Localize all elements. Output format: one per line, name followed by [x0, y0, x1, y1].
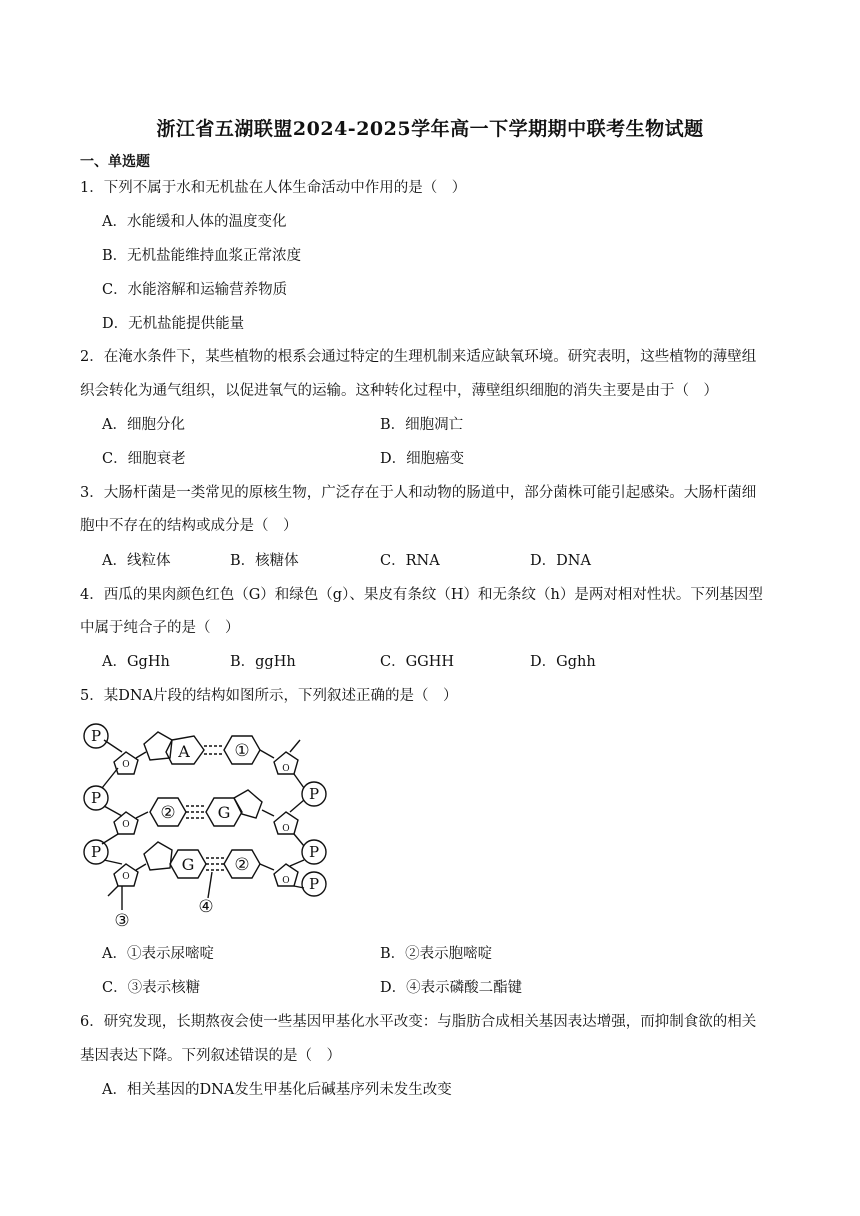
- sugar-oxygen: O: [282, 876, 290, 886]
- sugar-methyl-stub: [290, 740, 300, 752]
- backbone-bond: [294, 774, 304, 788]
- phosphate-left-2: [84, 786, 108, 810]
- question-4-stem-line1: 4．西瓜的果肉颜色红色（G）和绿色（g）、果皮有条纹（H）和无条纹（h）是两对相对性状。下列基因型: [80, 587, 763, 603]
- glycosidic-bond: [260, 750, 274, 758]
- section-heading: 一、单选题: [80, 154, 150, 170]
- question-1-stem: 1．下列不属于水和无机盐在人体生命活动中作用的是（ ）: [80, 180, 467, 196]
- base-G-upper-label: G: [217, 803, 231, 822]
- question-3-option-b: B．核糖体: [230, 553, 299, 569]
- question-1-option-a: A．水能缓和人体的温度变化: [102, 214, 287, 230]
- sugar-oxygen: O: [122, 872, 130, 882]
- question-3-stem-line1: 3．大肠杆菌是一类常见的原核生物，广泛存在于人和动物的肠道中，部分菌株可能引起感染。大肠杆菌细: [80, 485, 757, 501]
- question-2-stem-line2: 织会转化为通气组织，以促进氧气的运输。这种转化过程中，薄壁组织细胞的消失主要是由于（ ）: [80, 383, 718, 399]
- sugar-methyl-stub: [108, 886, 118, 896]
- phosphate-left-3: [84, 840, 108, 864]
- label-3: ③: [114, 911, 130, 930]
- question-4-option-d: D．Gghh: [530, 654, 596, 670]
- question-3-option-c: C．RNA: [380, 553, 440, 569]
- question-4-option-a: A．GgHh: [102, 654, 170, 670]
- base-2-upper-label: ②: [160, 803, 176, 823]
- question-1-option-d: D．无机盐能提供能量: [102, 316, 245, 332]
- sugar-oxygen: O: [282, 824, 290, 834]
- question-6-stem-line2: 基因表达下降。下列叙述错误的是（ ）: [80, 1048, 341, 1064]
- question-2-stem-line1: 2．在淹水条件下，某些植物的根系会通过特定的生理机制来适应缺氧环境。研究表明，这些植物的薄壁组: [80, 349, 757, 365]
- question-5-option-c: C．③表示核糖: [102, 980, 201, 996]
- question-5-stem: 5．某DNA片段的结构如图所示，下列叙述正确的是（ ）: [80, 688, 458, 704]
- phosphate-right-1: [302, 782, 326, 806]
- question-5-option-a: A．①表示尿嘧啶: [102, 946, 214, 962]
- question-3-option-d: D．DNA: [530, 553, 591, 569]
- glycosidic-bond: [136, 864, 146, 870]
- svg-text:P: P: [90, 843, 102, 861]
- question-2-option-b: B．细胞凋亡: [380, 417, 464, 433]
- svg-text:P: P: [90, 727, 102, 745]
- question-4-option-c: C．GGHH: [380, 654, 455, 670]
- question-3-option-a: A．线粒体: [102, 553, 171, 569]
- base-A-label: A: [178, 742, 190, 761]
- question-5-option-d: D．④表示磷酸二酯键: [380, 980, 523, 996]
- sugar-oxygen: O: [122, 820, 130, 830]
- question-1-option-c: C．水能溶解和运输营养物质: [102, 282, 288, 298]
- label-4: ④: [198, 897, 214, 917]
- question-2-option-c: C．细胞衰老: [102, 451, 186, 467]
- glycosidic-bond: [136, 812, 148, 818]
- backbone-bond: [290, 860, 304, 866]
- question-1-option-b: B．无机盐能维持血浆正常浓度: [102, 248, 302, 264]
- phosphate-left-1: [84, 724, 108, 748]
- phosphate-right-3: [302, 872, 326, 896]
- backbone-bond: [104, 860, 122, 864]
- phosphate-right-2: [302, 840, 326, 864]
- svg-text:P: P: [308, 875, 320, 893]
- base-G-lower-label: G: [181, 855, 195, 874]
- question-6-option-a: A．相关基因的DNA发生甲基化后碱基序列未发生改变: [102, 1082, 452, 1098]
- question-2-option-a: A．细胞分化: [102, 417, 185, 433]
- backbone-bond: [104, 806, 122, 816]
- question-2-option-d: D．细胞癌变: [380, 451, 465, 467]
- svg-text:P: P: [90, 789, 102, 807]
- dna-structure-figure: [78, 718, 338, 930]
- question-6-stem-line1: 6．研究发现，长期熬夜会使一些基因甲基化水平改变：与脂肪合成相关基因表达增强，而抑制食欲的相关: [80, 1014, 757, 1030]
- glycosidic-bond: [136, 752, 146, 758]
- glycosidic-bond: [262, 810, 274, 816]
- svg-text:P: P: [308, 843, 320, 861]
- sugar-oxygen: O: [122, 760, 130, 770]
- sugar-oxygen: O: [282, 764, 290, 774]
- question-4-option-b: B．ggHh: [230, 654, 296, 670]
- label-4-leader: [208, 872, 212, 898]
- base-2-lower-label: ②: [234, 855, 250, 875]
- backbone-bond: [290, 800, 304, 812]
- backbone-bond: [102, 768, 118, 788]
- svg-text:P: P: [308, 785, 320, 803]
- question-4-stem-line2: 中属于纯合子的是（ ）: [80, 620, 240, 636]
- question-3-stem-line2: 胞中不存在的结构或成分是（ ）: [80, 518, 298, 534]
- purine-ring-5: [144, 842, 172, 870]
- question-5-option-b: B．②表示胞嘧啶: [380, 946, 493, 962]
- base-1-label: ①: [234, 741, 250, 761]
- glycosidic-bond: [260, 864, 274, 870]
- page-title: 浙江省五湖联盟2024-2025学年高一下学期期中联考生物试题: [156, 118, 704, 140]
- backbone-bond: [294, 834, 304, 846]
